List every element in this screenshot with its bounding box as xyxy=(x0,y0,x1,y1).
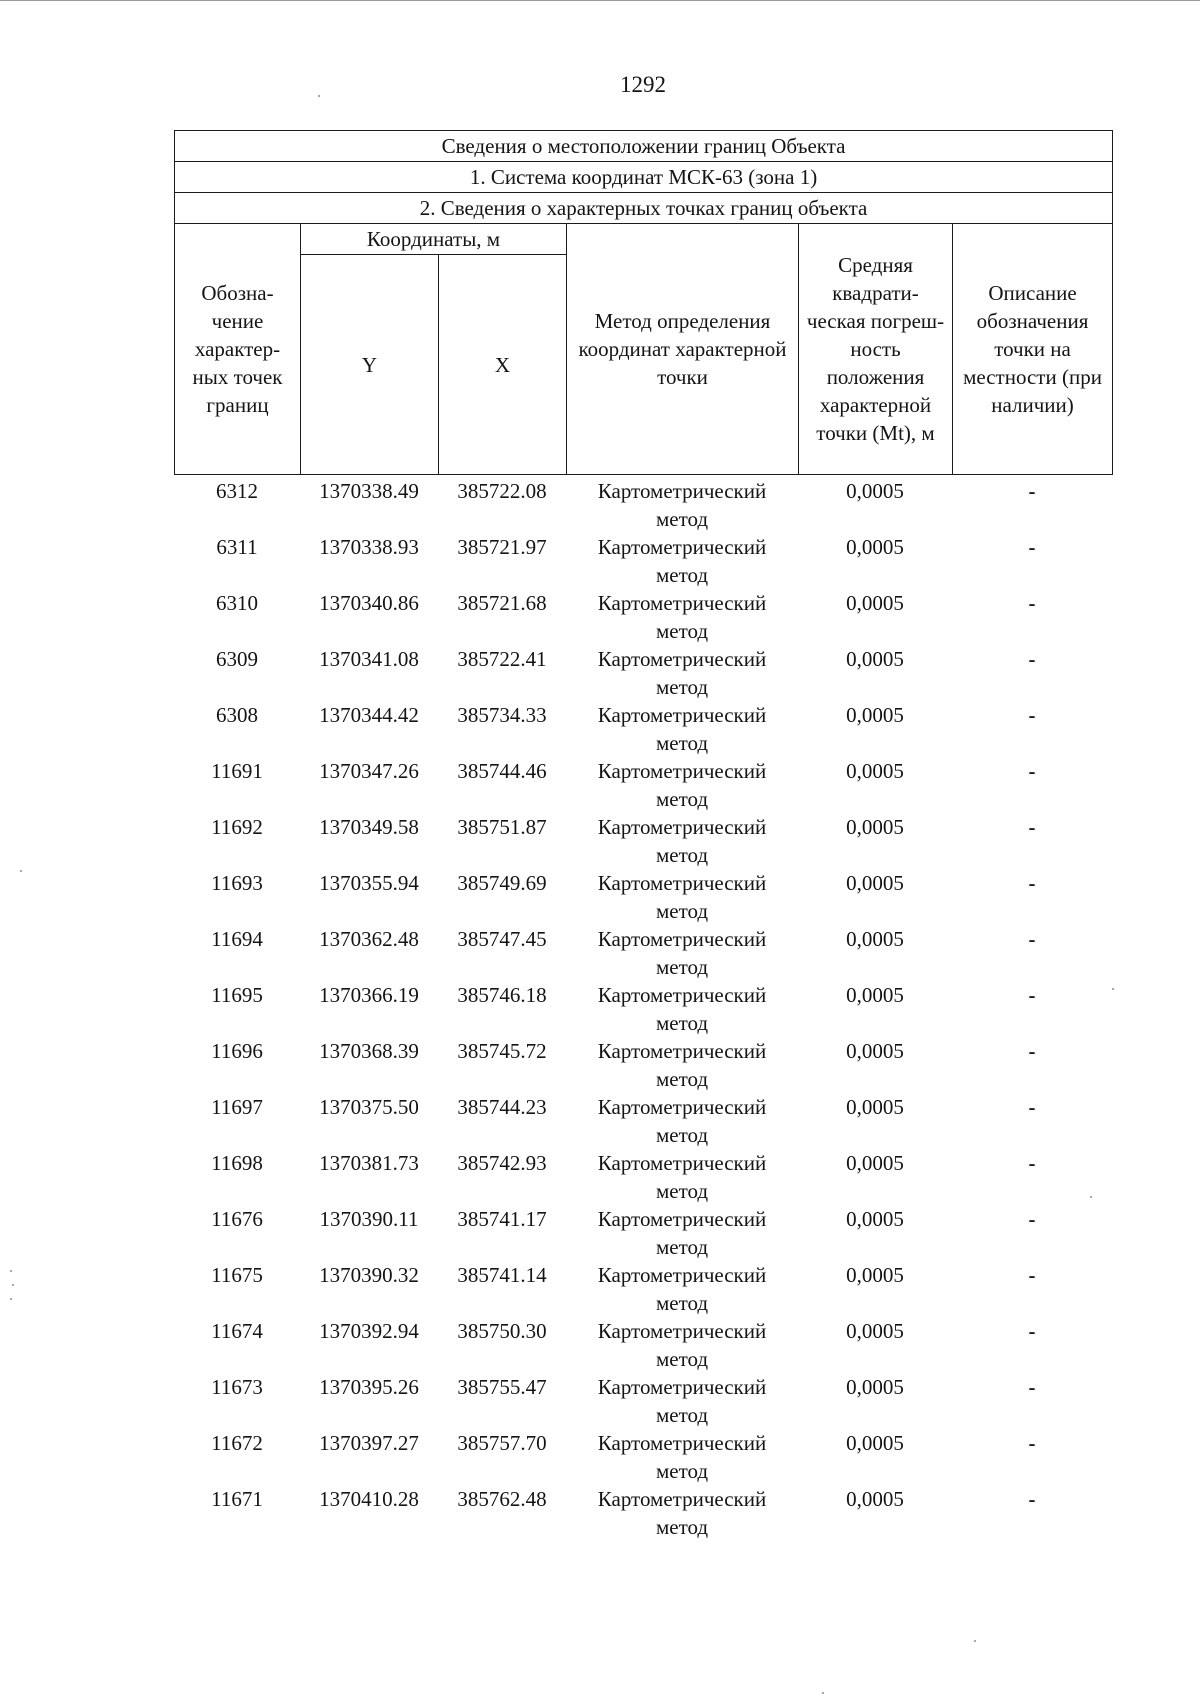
method-line-1: Картометрический xyxy=(597,479,767,503)
method-line-1: Картометрический xyxy=(597,647,767,671)
coordinate-x-cell: 385741.14 xyxy=(457,1263,547,1287)
table-row xyxy=(174,645,1112,701)
table-row xyxy=(174,869,1112,925)
coordinate-y-cell: 1370340.86 xyxy=(319,591,419,615)
coordinate-x-cell: 385745.72 xyxy=(457,1039,547,1063)
table-row xyxy=(174,1429,1112,1485)
coordinate-y-cell: 1370355.94 xyxy=(319,871,419,895)
method-cell xyxy=(566,1149,798,1205)
point-id-cell: 11674 xyxy=(211,1319,263,1343)
coordinate-x-cell: 385722.41 xyxy=(457,647,547,671)
point-id-cell: 11691 xyxy=(211,759,263,783)
description-cell: - xyxy=(1028,1039,1036,1063)
method-line-2: метод xyxy=(655,619,709,643)
description-cell: - xyxy=(1028,1319,1036,1343)
method-line-1: Картометрический xyxy=(597,1151,767,1175)
coordinate-y-cell: 1370397.27 xyxy=(319,1431,419,1455)
point-id-cell: 6310 xyxy=(216,591,258,615)
description-cell: - xyxy=(1028,815,1036,839)
coordinate-system-label: 1. Система координат МСК-63 (зона 1) xyxy=(175,162,1113,193)
scan-top-edge xyxy=(0,0,1200,5)
method-line-2: метод xyxy=(655,843,709,867)
column-header-description: Описание обозначения точки на местности (при наличии) xyxy=(953,224,1113,475)
coordinate-y-cell: 1370395.26 xyxy=(319,1375,419,1399)
point-id-cell: 11697 xyxy=(211,1095,263,1119)
coordinate-x-cell: 385746.18 xyxy=(457,983,547,1007)
scan-speck xyxy=(318,95,320,97)
table-row xyxy=(174,813,1112,869)
page-number: 1292 xyxy=(620,72,666,97)
scan-speck xyxy=(12,1284,14,1286)
method-cell xyxy=(566,1317,798,1373)
coordinate-y-cell: 1370338.49 xyxy=(319,479,419,503)
error-cell: 0,0005 xyxy=(846,647,904,671)
point-id-cell: 11672 xyxy=(211,1431,263,1455)
method-cell xyxy=(566,1037,798,1093)
method-cell xyxy=(566,645,798,701)
coordinate-y-cell: 1370390.32 xyxy=(319,1263,419,1287)
method-cell xyxy=(566,813,798,869)
description-cell: - xyxy=(1028,927,1036,951)
method-line-2: метод xyxy=(655,955,709,979)
method-line-2: метод xyxy=(655,675,709,699)
error-cell: 0,0005 xyxy=(846,815,904,839)
method-line-1: Картометрический xyxy=(597,1375,767,1399)
point-id-cell: 11675 xyxy=(211,1263,263,1287)
boundary-header-table xyxy=(174,130,1113,475)
method-line-2: метод xyxy=(655,1403,709,1427)
error-cell: 0,0005 xyxy=(846,535,904,559)
coordinate-x-cell: 385749.69 xyxy=(457,871,547,895)
error-cell: 0,0005 xyxy=(846,479,904,503)
error-cell: 0,0005 xyxy=(846,1039,904,1063)
method-line-1: Картометрический xyxy=(597,1039,767,1063)
table-row xyxy=(174,701,1112,757)
error-cell: 0,0005 xyxy=(846,1095,904,1119)
coordinate-y-cell: 1370368.39 xyxy=(319,1039,419,1063)
coordinate-x-cell: 385751.87 xyxy=(457,815,547,839)
column-header-x: X xyxy=(439,255,567,475)
method-line-1: Картометрический xyxy=(597,815,767,839)
method-cell xyxy=(566,533,798,589)
description-cell: - xyxy=(1028,759,1036,783)
method-line-2: метод xyxy=(655,1347,709,1371)
method-line-2: метод xyxy=(655,1123,709,1147)
point-id-cell: 6311 xyxy=(216,535,258,559)
table-row xyxy=(174,1485,1112,1541)
description-cell: - xyxy=(1028,703,1036,727)
coordinate-x-cell: 385757.70 xyxy=(457,1431,547,1455)
method-line-1: Картометрический xyxy=(597,1095,767,1119)
table-row xyxy=(174,477,1112,533)
table-row xyxy=(174,533,1112,589)
coordinate-x-cell: 385721.68 xyxy=(457,591,547,615)
description-cell: - xyxy=(1028,1207,1036,1231)
error-cell: 0,0005 xyxy=(846,1487,904,1511)
coordinate-x-cell: 385744.46 xyxy=(457,759,547,783)
description-cell: - xyxy=(1028,1151,1036,1175)
method-line-2: метод xyxy=(655,1291,709,1315)
description-cell: - xyxy=(1028,983,1036,1007)
error-cell: 0,0005 xyxy=(846,1375,904,1399)
point-id-cell: 11698 xyxy=(211,1151,263,1175)
coordinate-y-cell: 1370344.42 xyxy=(319,703,419,727)
scan-speck xyxy=(20,870,22,872)
method-cell xyxy=(566,1093,798,1149)
point-id-cell: 11673 xyxy=(211,1375,263,1399)
coordinate-x-cell: 385747.45 xyxy=(457,927,547,951)
point-id-cell: 6312 xyxy=(216,479,258,503)
method-line-2: метод xyxy=(655,787,709,811)
coordinate-x-cell: 385742.93 xyxy=(457,1151,547,1175)
scan-speck xyxy=(1112,988,1114,990)
method-line-1: Картометрический xyxy=(597,759,767,783)
description-cell: - xyxy=(1028,1431,1036,1455)
method-line-2: метод xyxy=(655,1179,709,1203)
method-cell xyxy=(566,1429,798,1485)
description-cell: - xyxy=(1028,871,1036,895)
coordinate-y-cell: 1370338.93 xyxy=(319,535,419,559)
error-cell: 0,0005 xyxy=(846,759,904,783)
coordinate-x-cell: 385750.30 xyxy=(457,1319,547,1343)
error-cell: 0,0005 xyxy=(846,1319,904,1343)
column-header-error: Средняя квадрати- ческая погреш- ность положения характерной точки (Mt), м xyxy=(799,224,953,475)
point-id-cell: 11671 xyxy=(211,1487,263,1511)
description-cell: - xyxy=(1028,591,1036,615)
method-line-2: метод xyxy=(655,507,709,531)
method-cell xyxy=(566,1485,798,1541)
coordinate-y-cell: 1370410.28 xyxy=(319,1487,419,1511)
point-id-cell: 11696 xyxy=(211,1039,263,1063)
method-line-2: метод xyxy=(655,1067,709,1091)
error-cell: 0,0005 xyxy=(846,591,904,615)
coordinate-x-cell: 385721.97 xyxy=(457,535,547,559)
method-cell xyxy=(566,1261,798,1317)
boundary-points-table xyxy=(174,477,1112,1541)
error-cell: 0,0005 xyxy=(846,1263,904,1287)
method-cell xyxy=(566,869,798,925)
table-row xyxy=(174,925,1112,981)
coordinate-y-cell: 1370392.94 xyxy=(319,1319,419,1343)
method-line-1: Картометрический xyxy=(597,1263,767,1287)
coordinate-y-cell: 1370375.50 xyxy=(319,1095,419,1119)
description-cell: - xyxy=(1028,479,1036,503)
method-line-1: Картометрический xyxy=(597,1487,767,1511)
error-cell: 0,0005 xyxy=(846,871,904,895)
table-row xyxy=(174,757,1112,813)
coordinate-y-cell: 1370381.73 xyxy=(319,1151,419,1175)
column-header-y: Y xyxy=(301,255,439,475)
coordinate-x-cell: 385734.33 xyxy=(457,703,547,727)
table-row xyxy=(174,1373,1112,1429)
scan-speck xyxy=(974,1640,976,1642)
point-id-cell: 6309 xyxy=(216,647,258,671)
table-row xyxy=(174,981,1112,1037)
method-cell xyxy=(566,1205,798,1261)
method-cell xyxy=(566,981,798,1037)
method-line-1: Картометрический xyxy=(597,871,767,895)
description-cell: - xyxy=(1028,1095,1036,1119)
method-cell xyxy=(566,1373,798,1429)
description-cell: - xyxy=(1028,1487,1036,1511)
coordinate-y-cell: 1370349.58 xyxy=(319,815,419,839)
method-line-1: Картометрический xyxy=(597,535,767,559)
coordinate-y-cell: 1370390.11 xyxy=(319,1207,419,1231)
method-line-2: метод xyxy=(655,1011,709,1035)
table-row xyxy=(174,1317,1112,1373)
scan-speck xyxy=(10,1298,12,1300)
table-row xyxy=(174,589,1112,645)
table-row xyxy=(174,1205,1112,1261)
column-header-method: Метод определения координат характерной точки xyxy=(567,224,799,475)
description-cell: - xyxy=(1028,647,1036,671)
error-cell: 0,0005 xyxy=(846,1207,904,1231)
table-row xyxy=(174,1037,1112,1093)
table-row xyxy=(174,1261,1112,1317)
method-line-2: метод xyxy=(655,1459,709,1483)
error-cell: 0,0005 xyxy=(846,1151,904,1175)
boundary-points-body xyxy=(174,477,1112,1541)
table-title: Сведения о местоположении границ Объекта xyxy=(175,131,1113,162)
section-label: 2. Сведения о характерных точках границ объекта xyxy=(175,193,1113,224)
error-cell: 0,0005 xyxy=(846,927,904,951)
method-cell xyxy=(566,477,798,533)
scan-speck xyxy=(822,1692,824,1694)
method-line-1: Картометрический xyxy=(597,927,767,951)
point-id-cell: 6308 xyxy=(216,703,258,727)
method-line-1: Картометрический xyxy=(597,983,767,1007)
description-cell: - xyxy=(1028,1263,1036,1287)
coordinate-y-cell: 1370341.08 xyxy=(319,647,419,671)
coordinate-x-cell: 385755.47 xyxy=(457,1375,547,1399)
scan-speck xyxy=(10,1270,12,1272)
error-cell: 0,0005 xyxy=(846,1431,904,1455)
error-cell: 0,0005 xyxy=(846,703,904,727)
scan-speck xyxy=(1090,1196,1092,1198)
error-cell: 0,0005 xyxy=(846,983,904,1007)
method-line-2: метод xyxy=(655,1235,709,1259)
method-line-2: метод xyxy=(655,1515,709,1539)
method-line-2: метод xyxy=(655,731,709,755)
description-cell: - xyxy=(1028,535,1036,559)
method-cell xyxy=(566,589,798,645)
description-cell: - xyxy=(1028,1375,1036,1399)
point-id-cell: 11695 xyxy=(211,983,263,1007)
column-header-designation: Обозна- чение характер- ных точек границ xyxy=(175,224,301,475)
method-line-1: Картометрический xyxy=(597,591,767,615)
table-row xyxy=(174,1149,1112,1205)
coordinate-x-cell: 385762.48 xyxy=(457,1487,547,1511)
method-cell xyxy=(566,925,798,981)
method-line-2: метод xyxy=(655,563,709,587)
method-cell xyxy=(566,757,798,813)
point-id-cell: 11692 xyxy=(211,815,263,839)
method-line-1: Картометрический xyxy=(597,1319,767,1343)
column-header-coordinates: Координаты, м xyxy=(301,224,567,255)
point-id-cell: 11694 xyxy=(211,927,263,951)
method-line-1: Картометрический xyxy=(597,1207,767,1231)
coordinate-y-cell: 1370366.19 xyxy=(319,983,419,1007)
coordinate-x-cell: 385741.17 xyxy=(457,1207,547,1231)
point-id-cell: 11693 xyxy=(211,871,263,895)
point-id-cell: 11676 xyxy=(211,1207,263,1231)
method-cell xyxy=(566,701,798,757)
method-line-1: Картометрический xyxy=(597,703,767,727)
coordinate-y-cell: 1370362.48 xyxy=(319,927,419,951)
method-line-1: Картометрический xyxy=(597,1431,767,1455)
coordinate-y-cell: 1370347.26 xyxy=(319,759,419,783)
method-line-2: метод xyxy=(655,899,709,923)
table-row xyxy=(174,1093,1112,1149)
coordinate-x-cell: 385744.23 xyxy=(457,1095,547,1119)
coordinate-x-cell: 385722.08 xyxy=(457,479,547,503)
